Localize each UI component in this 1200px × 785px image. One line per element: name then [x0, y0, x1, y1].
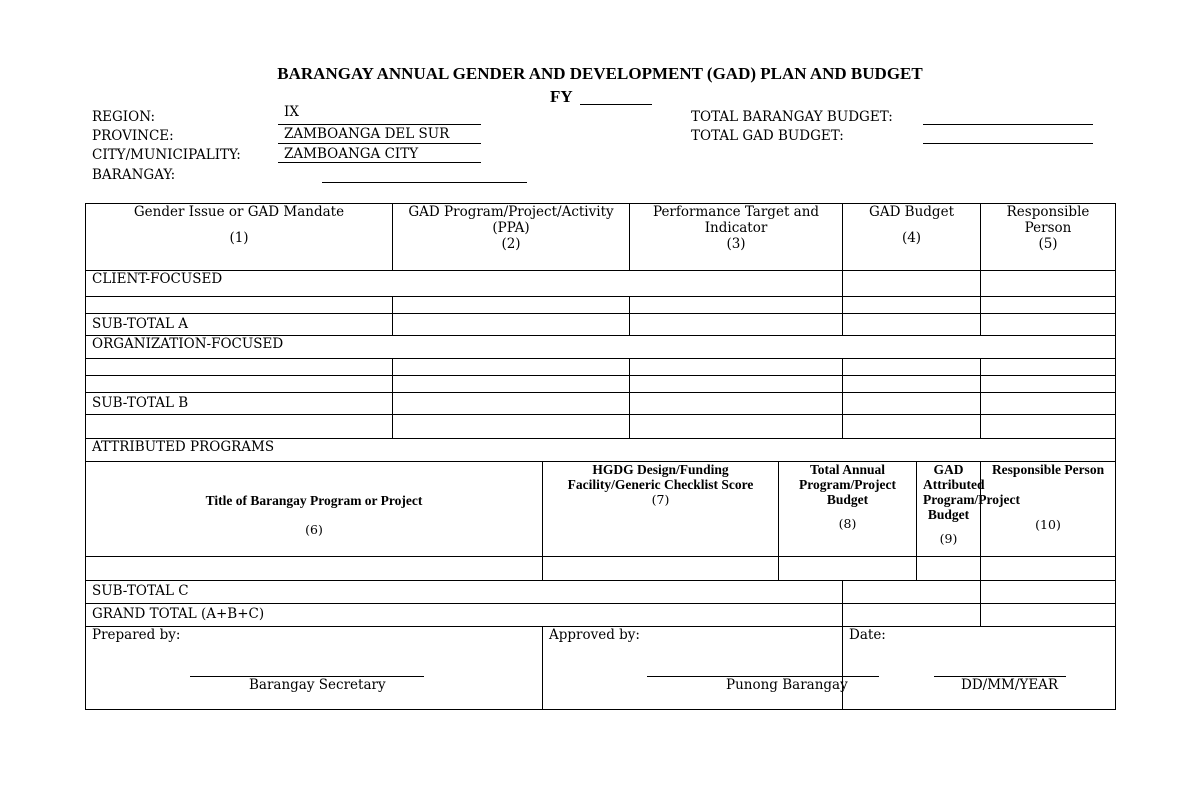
table-cell[interactable]: [630, 359, 843, 376]
table-cell[interactable]: [86, 359, 393, 376]
subtotal-c-row: [86, 581, 1116, 604]
prepared-by-label: Prepared by:: [92, 627, 181, 643]
col-gad-attributed-number: (9): [939, 531, 958, 546]
city-value: ZAMBOANGA CITY: [284, 146, 419, 162]
barangay-label: BARANGAY:: [92, 167, 176, 183]
col-total-annual-title: Total Annual Program/Project Budget: [799, 462, 896, 507]
col-total-annual-header: [779, 462, 917, 557]
section-row-client: [86, 271, 1116, 297]
col-gender-issue-header: [86, 204, 393, 271]
col-program-title-number: (6): [305, 522, 323, 537]
col-hgdg-title: HGDG Design/Funding Facility/Generic Checklist Score: [567, 462, 754, 492]
table-cell[interactable]: [393, 393, 630, 415]
table-row: [86, 297, 1116, 314]
col-responsible-header: [981, 204, 1116, 271]
col-gad-budget-title: GAD Budget: [869, 204, 954, 220]
city-label: CITY/MUNICIPALITY:: [92, 147, 241, 163]
col-total-annual-number: (8): [838, 516, 857, 531]
prepared-by-role: Barangay Secretary: [249, 677, 386, 693]
table-cell[interactable]: [393, 359, 630, 376]
col-gender-issue-title: Gender Issue or GAD Mandate: [133, 204, 345, 220]
col-hgdg-header: [543, 462, 779, 557]
col-gad-budget-number: (4): [901, 230, 922, 246]
total-gad-budget-label: TOTAL GAD BUDGET:: [691, 128, 844, 144]
table-cell[interactable]: [981, 604, 1116, 627]
province-field[interactable]: [278, 143, 481, 144]
region-value: IX: [284, 104, 299, 120]
col-responsible-2-number: (10): [1035, 517, 1061, 532]
section-row-attributed: [86, 439, 1116, 462]
table-cell[interactable]: [843, 604, 981, 627]
table-cell[interactable]: [843, 359, 981, 376]
fy-label: FY: [550, 87, 573, 106]
section-label-attributed: ATTRIBUTED PROGRAMS: [86, 439, 1116, 462]
table-cell[interactable]: [981, 581, 1116, 604]
date-format: DD/MM/YEAR: [961, 677, 1059, 693]
table-cell[interactable]: [981, 557, 1116, 581]
col-responsible-title: Responsible Person: [1006, 204, 1090, 236]
col-ppa-number: (2): [501, 236, 521, 252]
table-cell[interactable]: [86, 376, 393, 393]
fy-field[interactable]: [580, 104, 652, 105]
province-value: ZAMBOANGA DEL SUR: [284, 126, 450, 142]
subtotal-a-row: [86, 314, 1116, 336]
approved-by-role: Punong Barangay: [726, 677, 848, 693]
table-cell[interactable]: [86, 557, 543, 581]
table-cell[interactable]: [981, 393, 1116, 415]
table-row: [86, 557, 1116, 581]
col-performance-number: (3): [726, 236, 746, 252]
table-cell[interactable]: [630, 376, 843, 393]
table-cell[interactable]: [393, 297, 630, 314]
approved-by-cell: [543, 627, 848, 710]
table-cell[interactable]: [86, 297, 393, 314]
col-responsible-2-title: Responsible Person: [991, 462, 1105, 477]
section-row-organization: [86, 336, 1116, 359]
table-cell[interactable]: [843, 415, 981, 439]
col-responsible-number: (5): [1038, 236, 1058, 252]
table-cell[interactable]: [393, 314, 630, 336]
table-cell[interactable]: [393, 376, 630, 393]
region-label: REGION:: [92, 109, 156, 125]
form-title: BARANGAY ANNUAL GENDER AND DEVELOPMENT (GAD) PLAN AND BUDGET: [277, 64, 923, 83]
table-cell[interactable]: [843, 271, 981, 297]
col-responsible-2-header: [981, 462, 1116, 557]
region-field[interactable]: [278, 124, 481, 125]
col-ppa-header: [393, 204, 630, 271]
table-row: [86, 376, 1116, 393]
table-cell[interactable]: [630, 393, 843, 415]
total-barangay-budget-field[interactable]: [923, 124, 1093, 125]
table-cell[interactable]: [393, 415, 630, 439]
date-cell: [843, 627, 1116, 710]
subtotal-c-label: SUB-TOTAL C: [86, 581, 843, 604]
date-label: Date:: [849, 627, 886, 643]
col-gad-attributed-header: [917, 462, 1020, 557]
table-cell[interactable]: [843, 581, 981, 604]
table-cell[interactable]: [917, 557, 981, 581]
table-cell[interactable]: [630, 297, 843, 314]
table-cell[interactable]: [543, 557, 779, 581]
table-cell[interactable]: [843, 376, 981, 393]
table-cell[interactable]: [843, 314, 981, 336]
col-program-title-title: Title of Barangay Program or Project: [205, 493, 423, 508]
total-gad-budget-field[interactable]: [923, 143, 1093, 144]
table-cell[interactable]: [630, 314, 843, 336]
col-gad-attributed-title: GAD Attributed Program/Project Budget: [923, 462, 1020, 522]
table-cell[interactable]: [86, 415, 393, 439]
table-cell[interactable]: [843, 393, 981, 415]
province-label: PROVINCE:: [92, 128, 174, 144]
table-cell[interactable]: [981, 314, 1116, 336]
table-cell[interactable]: [981, 359, 1116, 376]
barangay-field[interactable]: [322, 182, 527, 183]
col-gad-budget-header: [843, 204, 981, 271]
col-performance-header: [630, 204, 843, 271]
section-label-organization: ORGANIZATION-FOCUSED: [86, 336, 1116, 359]
col-hgdg-number: (7): [651, 492, 670, 507]
prepared-by-cell: [86, 627, 543, 710]
col-ppa-title: GAD Program/Project/Activity (PPA): [408, 204, 614, 236]
subtotal-b-label: SUB-TOTAL B: [86, 393, 393, 415]
signature-row: [86, 627, 1116, 710]
section-label-client: CLIENT-FOCUSED: [86, 271, 843, 297]
table-cell[interactable]: [981, 297, 1116, 314]
col-gender-issue-number: (1): [229, 230, 249, 246]
table-cell[interactable]: [981, 415, 1116, 439]
subtotal-b-row: [86, 393, 1116, 415]
grand-total-row: [86, 604, 1116, 627]
table-row: [86, 359, 1116, 376]
subtotal-a-label: SUB-TOTAL A: [86, 314, 393, 336]
approved-by-label: Approved by:: [549, 627, 640, 643]
table-header-row: [86, 204, 1116, 271]
total-barangay-budget-label: TOTAL BARANGAY BUDGET:: [691, 109, 893, 125]
table-cell[interactable]: [779, 557, 917, 581]
city-field[interactable]: [278, 162, 481, 163]
grand-total-label: GRAND TOTAL (A+B+C): [86, 604, 843, 627]
attributed-header-row: [86, 462, 1116, 557]
table-cell[interactable]: [981, 376, 1116, 393]
table-cell[interactable]: [630, 415, 843, 439]
col-program-title-header: [86, 462, 543, 557]
table-row: [86, 415, 1116, 439]
table-cell[interactable]: [981, 271, 1116, 297]
table-cell[interactable]: [843, 297, 981, 314]
gad-plan-table: [85, 203, 1116, 710]
col-performance-title: Performance Target and Indicator: [652, 204, 820, 236]
